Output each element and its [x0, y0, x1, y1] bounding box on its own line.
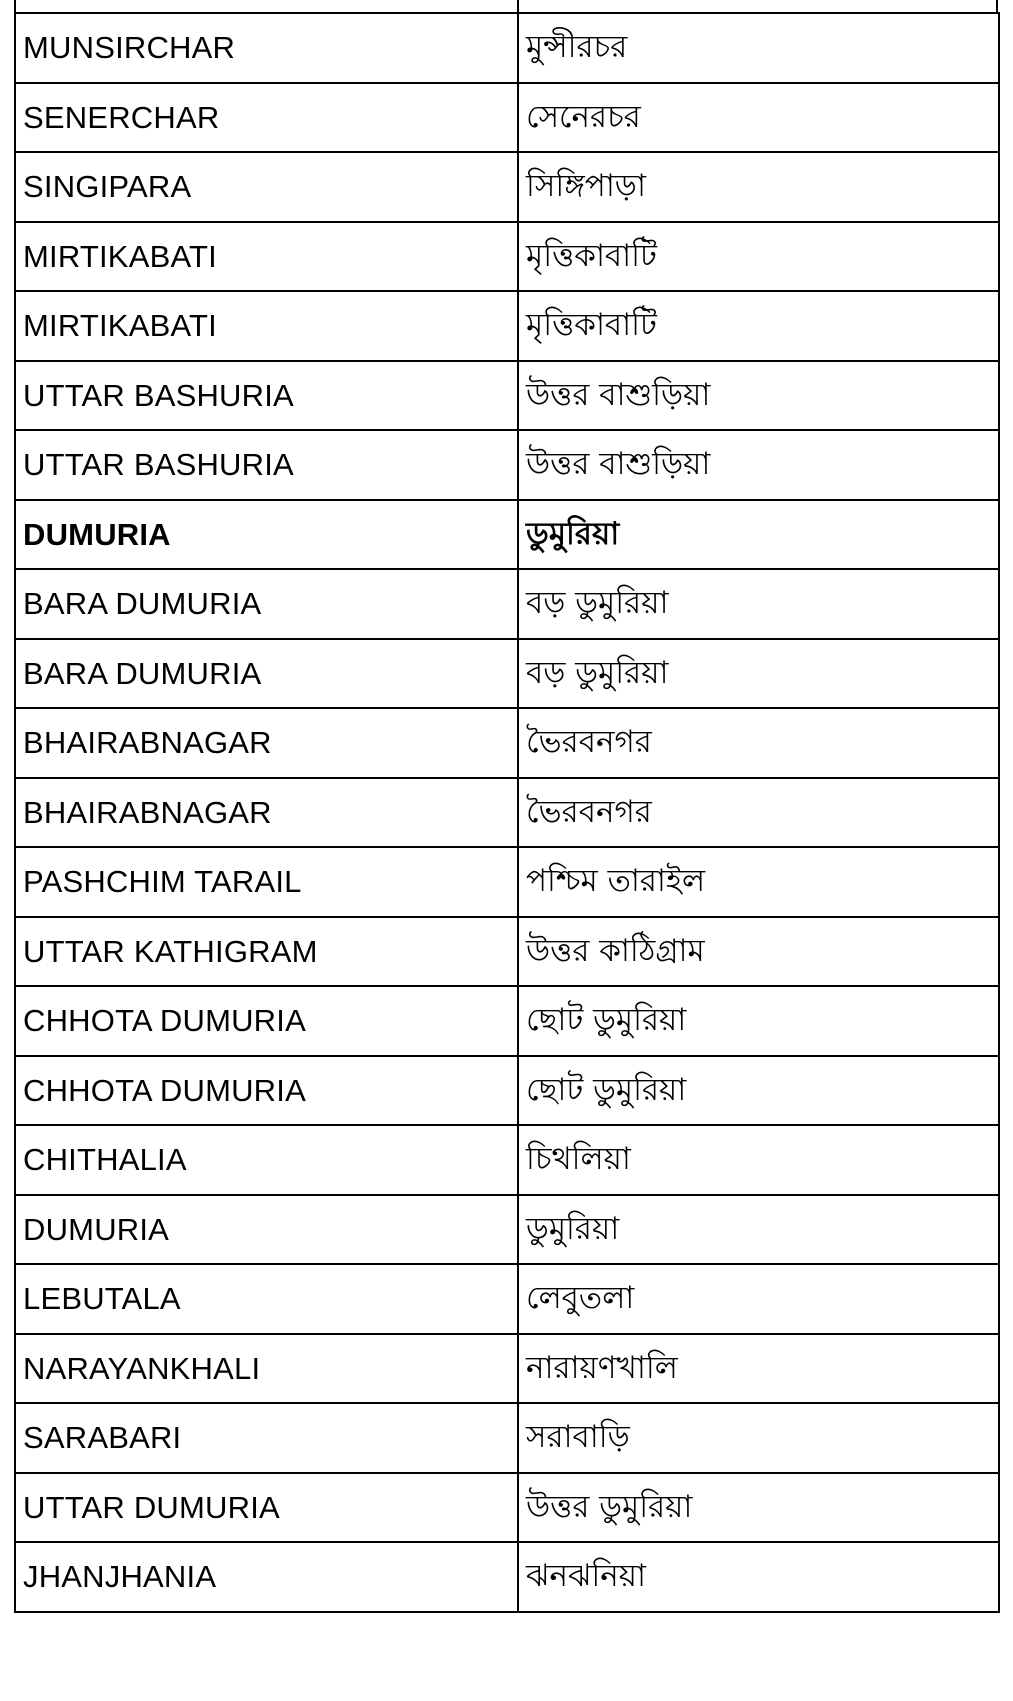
table-row — [15, 361, 999, 431]
bengali-name-cell: লেবুতলা — [518, 1264, 999, 1334]
bengali-name-cell: উত্তর বাশুড়িয়া — [518, 430, 999, 500]
bengali-name-cell: নারায়ণখালি — [518, 1334, 999, 1404]
english-name-cell: JHANJHANIA — [15, 1542, 518, 1612]
table-row — [15, 778, 999, 848]
table-row — [15, 1542, 999, 1612]
table-row — [15, 1125, 999, 1195]
bengali-name-cell: উত্তর বাশুড়িয়া — [518, 361, 999, 431]
table-row — [15, 708, 999, 778]
english-name-cell: CHITHALIA — [15, 1125, 518, 1195]
english-name-cell: UTTAR BASHURIA — [15, 361, 518, 431]
english-name-cell: MUNSIRCHAR — [15, 13, 518, 83]
english-name-cell: SENERCHAR — [15, 83, 518, 153]
table-row — [15, 847, 999, 917]
bengali-name-cell: ভৈরবনগর — [518, 778, 999, 848]
english-name-cell: BHAIRABNAGAR — [15, 708, 518, 778]
table-row — [15, 917, 999, 987]
english-name-cell: DUMURIA — [15, 500, 518, 570]
bengali-name-cell: সরাবাড়ি — [518, 1403, 999, 1473]
english-name-cell: BARA DUMURIA — [15, 569, 518, 639]
table-row — [15, 569, 999, 639]
english-name-cell: BHAIRABNAGAR — [15, 778, 518, 848]
table-top-border-stub — [14, 0, 16, 12]
english-name-cell: MIRTIKABATI — [15, 222, 518, 292]
bengali-name-cell: ভৈরবনগর — [518, 708, 999, 778]
bengali-name-cell: ঝনঝনিয়া — [518, 1542, 999, 1612]
english-name-cell: MIRTIKABATI — [15, 291, 518, 361]
english-name-cell: CHHOTA DUMURIA — [15, 986, 518, 1056]
table-top-border-stub — [996, 0, 998, 12]
english-name-cell: LEBUTALA — [15, 1264, 518, 1334]
table-top-border-stub — [517, 0, 519, 12]
table-row — [15, 1264, 999, 1334]
bengali-name-cell: উত্তর ডুমুরিয়া — [518, 1473, 999, 1543]
english-name-cell: SARABARI — [15, 1403, 518, 1473]
english-name-cell: DUMURIA — [15, 1195, 518, 1265]
table-row — [15, 291, 999, 361]
table-row — [15, 152, 999, 222]
table-row — [15, 83, 999, 153]
table-body — [15, 13, 999, 1612]
bengali-name-cell: ডুমুরিয়া — [518, 1195, 999, 1265]
table-row — [15, 500, 999, 570]
table-row — [15, 13, 999, 83]
table-row — [15, 639, 999, 709]
english-name-cell: UTTAR KATHIGRAM — [15, 917, 518, 987]
bengali-name-cell: সেনেরচর — [518, 83, 999, 153]
english-name-cell: CHHOTA DUMURIA — [15, 1056, 518, 1126]
bengali-name-cell: মৃত্তিকাবাটি — [518, 291, 999, 361]
bengali-name-cell: ডুমুরিয়া — [518, 500, 999, 570]
bengali-name-cell: চিথলিয়া — [518, 1125, 999, 1195]
table-row — [15, 1473, 999, 1543]
table-row — [15, 1403, 999, 1473]
table-row — [15, 1056, 999, 1126]
table-row — [15, 1195, 999, 1265]
table-row — [15, 1334, 999, 1404]
place-names-table — [14, 12, 1000, 1613]
bengali-name-cell: মুন্সীরচর — [518, 13, 999, 83]
table-row — [15, 222, 999, 292]
english-name-cell: UTTAR BASHURIA — [15, 430, 518, 500]
bengali-name-cell: বড় ডুমুরিয়া — [518, 569, 999, 639]
bengali-name-cell: সিঙ্গিপাড়া — [518, 152, 999, 222]
bengali-name-cell: ছোট ডুমুরিয়া — [518, 986, 999, 1056]
table-row — [15, 986, 999, 1056]
english-name-cell: SINGIPARA — [15, 152, 518, 222]
english-name-cell: BARA DUMURIA — [15, 639, 518, 709]
bengali-name-cell: বড় ডুমুরিয়া — [518, 639, 999, 709]
bengali-name-cell: মৃত্তিকাবাটি — [518, 222, 999, 292]
bengali-name-cell: ছোট ডুমুরিয়া — [518, 1056, 999, 1126]
bengali-name-cell: উত্তর কাঠিগ্রাম — [518, 917, 999, 987]
bengali-name-cell: পশ্চিম তারাইল — [518, 847, 999, 917]
english-name-cell: PASHCHIM TARAIL — [15, 847, 518, 917]
english-name-cell: UTTAR DUMURIA — [15, 1473, 518, 1543]
english-name-cell: NARAYANKHALI — [15, 1334, 518, 1404]
table-row — [15, 430, 999, 500]
